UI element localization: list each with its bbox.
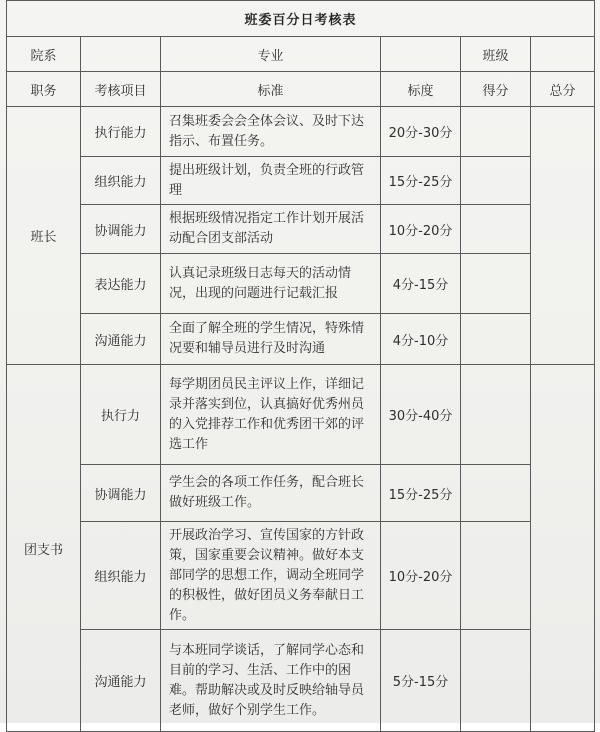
degree-cell: 5分-15分 [381, 630, 461, 732]
item-cell: 协调能力 [81, 205, 161, 254]
header-total: 总分 [531, 72, 595, 107]
page-title: 班委百分日考核表 [7, 1, 595, 37]
score-cell[interactable] [461, 314, 531, 365]
total-cell[interactable] [531, 107, 595, 365]
score-cell[interactable] [461, 630, 531, 732]
item-cell: 协调能力 [81, 465, 161, 522]
table-row [7, 630, 595, 732]
major-value-cell[interactable] [381, 37, 461, 72]
class-value-cell[interactable] [531, 37, 595, 72]
info-row [7, 37, 595, 72]
position-cell: 团支书 [7, 365, 81, 732]
assessment-table [6, 0, 595, 732]
department-label: 院系 [7, 37, 81, 72]
item-cell: 组织能力 [81, 157, 161, 205]
table-row [7, 107, 595, 157]
table-row [7, 465, 595, 522]
position-cell: 班长 [7, 107, 81, 365]
score-cell[interactable] [461, 205, 531, 254]
degree-cell: 20分-30分 [381, 107, 461, 157]
standard-cell: 召集班委会会全体会议、及时下达指示、布置任务。 [161, 107, 381, 157]
standard-cell: 提出班级计划，负责全班的行政管理 [161, 157, 381, 205]
total-cell[interactable] [531, 365, 595, 732]
department-value-cell[interactable] [81, 37, 161, 72]
table-row [7, 314, 595, 365]
degree-cell: 10分-20分 [381, 522, 461, 630]
class-label: 班级 [461, 37, 531, 72]
item-cell: 组织能力 [81, 522, 161, 630]
item-cell: 执行能力 [81, 107, 161, 157]
standard-cell: 开展政治学习、宣传国家的方针政策，国家重要会议精神。做好本支部同学的思想工作，调动全班同学的积极性，做好团员义务奉献日工作。 [161, 522, 381, 630]
header-score: 得分 [461, 72, 531, 107]
title-row [7, 1, 595, 37]
header-item: 考核项目 [81, 72, 161, 107]
standard-cell: 与本班同学谈话，了解同学心态和目前的学习、生活、工作中的困难。帮助解决或及时反映给轴导员老师，做好个别学生工作。 [161, 630, 381, 732]
degree-cell: 15分-25分 [381, 465, 461, 522]
header-row [7, 72, 595, 107]
standard-cell: 根据班级情况指定工作计划开展活动配合团支部活动 [161, 205, 381, 254]
score-cell[interactable] [461, 157, 531, 205]
item-cell: 沟通能力 [81, 314, 161, 365]
table-row [7, 157, 595, 205]
degree-cell: 30分-40分 [381, 365, 461, 465]
item-cell: 执行力 [81, 365, 161, 465]
score-cell[interactable] [461, 522, 531, 630]
standard-cell: 全面了解全班的学生情况，特殊情况要和辅导员进行及时沟通 [161, 314, 381, 365]
standard-cell: 学生会的各项工作任务，配合班长做好班级工作。 [161, 465, 381, 522]
table-row [7, 205, 595, 254]
standard-cell: 每学期团员民主评议上作，详细记录并落实到位，认真搞好优秀州员的入党排荐工作和优秀团干郊的评选工作 [161, 365, 381, 465]
degree-cell: 10分-20分 [381, 205, 461, 254]
header-standard: 标准 [161, 72, 381, 107]
table-row [7, 254, 595, 314]
score-cell[interactable] [461, 254, 531, 314]
item-cell: 表达能力 [81, 254, 161, 314]
score-cell[interactable] [461, 365, 531, 465]
score-cell[interactable] [461, 107, 531, 157]
score-cell[interactable] [461, 465, 531, 522]
degree-cell: 4分-15分 [381, 254, 461, 314]
degree-cell: 4分-10分 [381, 314, 461, 365]
table-row [7, 365, 595, 465]
header-degree: 标度 [381, 72, 461, 107]
table-row [7, 522, 595, 630]
standard-cell: 认真记录班级日志每天的活动情况，出现的问题进行记载汇报 [161, 254, 381, 314]
major-label: 专业 [161, 37, 381, 72]
item-cell: 沟通能力 [81, 630, 161, 732]
header-position: 职务 [7, 72, 81, 107]
degree-cell: 15分-25分 [381, 157, 461, 205]
